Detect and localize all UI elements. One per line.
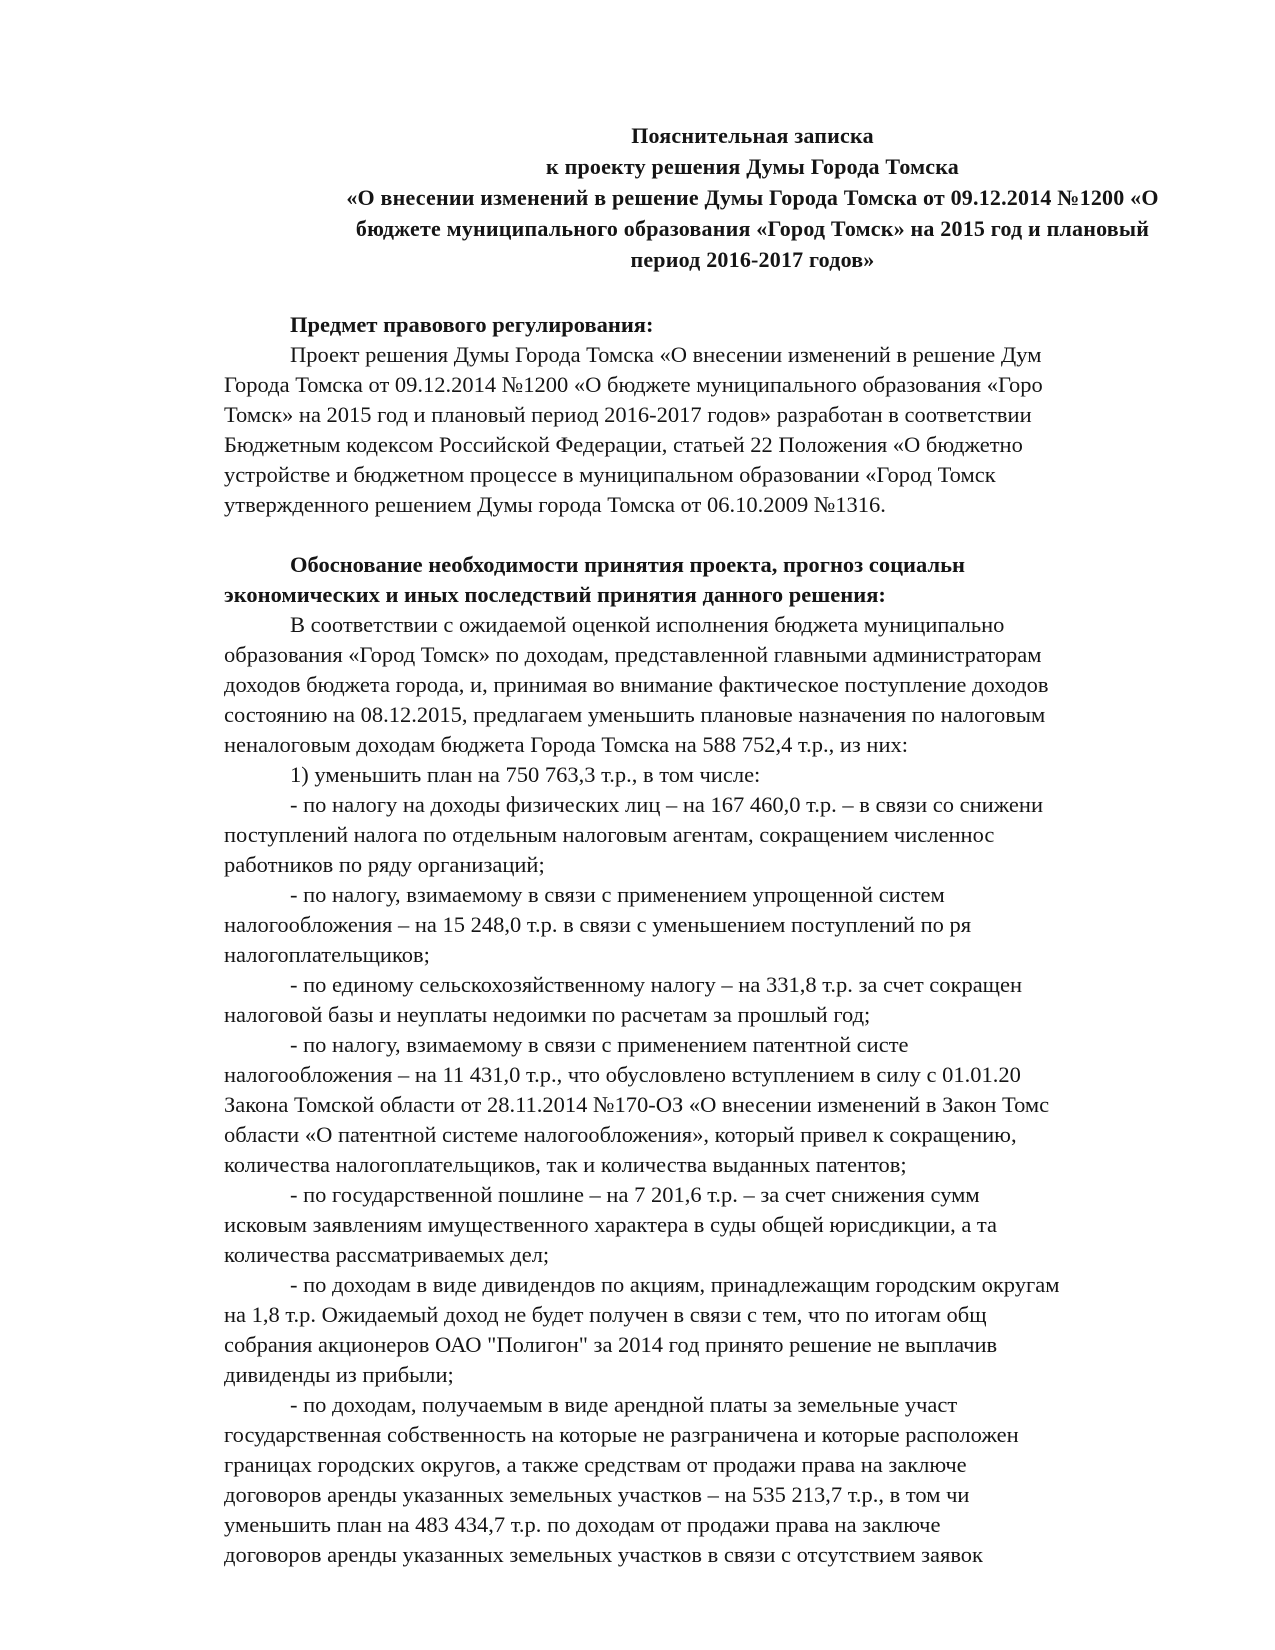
- paragraph-line: налогоплательщиков;: [224, 942, 430, 967]
- paragraph-line: Бюджетным кодексом Российской Федерации, статьей 22 Положения «О бюджетно: [224, 432, 1023, 457]
- paragraph-line: границах городских округов, а также средствам от продажи права на заключе: [224, 1452, 967, 1477]
- list-item-line: 1) уменьшить план на 750 763,3 т.р., в том числе:: [290, 762, 761, 787]
- paragraph-line: исковым заявлениям имущественного характера в суды общей юрисдикции, а та: [224, 1212, 998, 1237]
- paragraph-line: Города Томска от 09.12.2014 №1200 «О бюджете муниципального образования «Горо: [224, 372, 1043, 397]
- paragraph-line: доходов бюджета города, и, принимая во внимание фактическое поступление доходов: [224, 672, 1049, 697]
- list-item-line: - по доходам в виде дивидендов по акциям, принадлежащим городским округам: [290, 1272, 1060, 1297]
- paragraph-line: налогообложения – на 15 248,0 т.р. в связи с уменьшением поступлений по ря: [224, 912, 972, 937]
- section-heading-justification: Обоснование необходимости принятия проекта, прогноз социальн: [290, 552, 965, 577]
- paragraph-line: налоговой базы и неуплаты недоимки по расчетам за прошлый год;: [224, 1002, 871, 1027]
- title-line: период 2016-2017 годов»: [630, 247, 875, 272]
- paragraph-line: утвержденного решением Думы города Томска от 06.10.2009 №1316.: [224, 492, 886, 517]
- paragraph-line: Закона Томской области от 28.11.2014 №170-ОЗ «О внесении изменений в Закон Томс: [224, 1092, 1050, 1117]
- paragraph-line: на 1,8 т.р. Ожидаемый доход не будет получен в связи с тем, что по итогам общ: [224, 1302, 987, 1327]
- paragraph-line: договоров аренды указанных земельных участков – на 535 213,7 т.р., в том чи: [224, 1482, 970, 1507]
- list-item-line: - по единому сельскохозяйственному налогу – на 331,8 т.р. за счет сокращен: [290, 972, 1023, 997]
- paragraph-line: уменьшить план на 483 434,7 т.р. по доходам от продажи права на заключе: [224, 1512, 941, 1537]
- paragraph-line: образования «Город Томск» по доходам, представленной главными администраторам: [224, 642, 1042, 667]
- paragraph-line: Проект решения Думы Города Томска «О внесении изменений в решение Дум: [290, 342, 1042, 367]
- section-heading-justification-cont: экономических и иных последствий принятия данного решения:: [224, 582, 886, 607]
- paragraph-line: количества налогоплательщиков, так и количества выданных патентов;: [224, 1152, 907, 1177]
- paragraph-line: Томск» на 2015 год и плановый период 2016-2017 годов» разработан в соответствии: [224, 402, 1032, 427]
- document-title: [250, 120, 1255, 275]
- paragraph-line: государственная собственность на которые не разграничена и которые расположен: [224, 1422, 1019, 1447]
- paragraph-line: договоров аренды указанных земельных участков в связи с отсутствием заявок: [224, 1542, 983, 1567]
- list-item-line: - по государственной пошлине – на 7 201,6 т.р. – за счет снижения сумм: [290, 1182, 980, 1207]
- title-line: Пояснительная записка: [631, 123, 874, 148]
- list-item-line: - по налогу на доходы физических лиц – на 167 460,0 т.р. – в связи со снижени: [290, 792, 1044, 817]
- paragraph-line: налогообложения – на 11 431,0 т.р., что обусловлено вступлением в силу с 01.01.20: [224, 1062, 1021, 1087]
- title-line: бюджете муниципального образования «Город Томск» на 2015 год и плановый: [355, 216, 1150, 241]
- list-item-line: - по налогу, взимаемому в связи с применением патентной систе: [290, 1032, 909, 1057]
- paragraph-line: поступлений налога по отдельным налоговым агентам, сокращением численнос: [224, 822, 995, 847]
- paragraph-line: неналоговым доходам бюджета Города Томска на 588 752,4 т.р., из них:: [224, 732, 908, 757]
- list-item-line: - по налогу, взимаемому в связи с применением упрощенной систем: [290, 882, 945, 907]
- document-body: [224, 310, 1275, 1570]
- paragraph-line: дивиденды из прибыли;: [224, 1362, 454, 1387]
- section-heading-subject: Предмет правового регулирования:: [290, 312, 654, 337]
- paragraph-line: собрания акционеров ОАО "Полигон" за 2014 год принято решение не выплачив: [224, 1332, 998, 1357]
- paragraph-line: состоянию на 08.12.2015, предлагаем уменьшить плановые назначения по налоговым: [224, 702, 1046, 727]
- paragraph-line: В соответствии с ожидаемой оценкой исполнения бюджета муниципально: [290, 612, 1005, 637]
- paragraph-line: области «О патентной системе налогообложения», который привел к сокращению,: [224, 1122, 1017, 1147]
- paragraph-line: количества рассматриваемых дел;: [224, 1242, 550, 1267]
- title-line: к проекту решения Думы Города Томска: [546, 154, 959, 179]
- paragraph-line: работников по ряду организаций;: [224, 852, 545, 877]
- paragraph-line: устройстве и бюджетном процессе в муниципальном образовании «Город Томск: [224, 462, 996, 487]
- title-line: «О внесении изменений в решение Думы Города Томска от 09.12.2014 №1200 «О: [346, 185, 1159, 210]
- list-item-line: - по доходам, получаемым в виде арендной платы за земельные участ: [290, 1392, 958, 1417]
